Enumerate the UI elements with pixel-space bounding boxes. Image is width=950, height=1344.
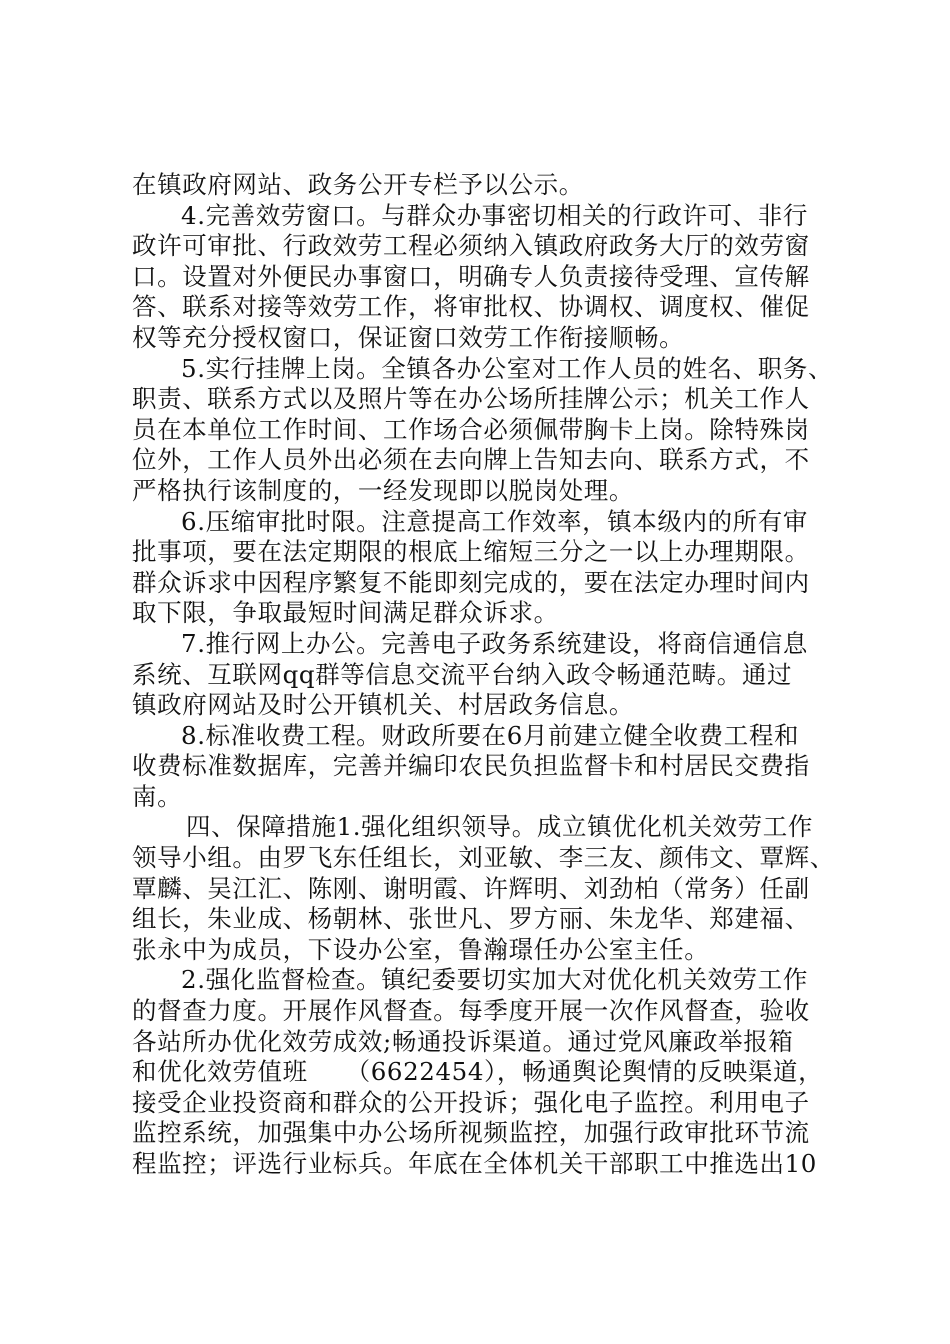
text-line: 系统、互联网qq群等信息交流平台纳入政令畅通范畴。通过 — [132, 659, 793, 689]
text-line: 批事项，要在法定期限的根底上缩短三分之一以上办理期限。 — [132, 537, 810, 567]
text-line: 4.完善效劳窗口。与群众办事密切相关的行政许可、非行 — [181, 200, 808, 230]
text-line: 5.实行挂牌上岗。全镇各办公室对工作人员的姓名、职务、 — [181, 353, 834, 383]
text-line: 收费标准数据库，完善并编印农民负担监督卡和村居民交费指 — [132, 751, 810, 781]
text-line: 接受企业投资商和群众的公开投诉；强化电子监控。利用电子 — [132, 1087, 810, 1117]
text-line: 员在本单位工作时间、工作场合必须佩带胸卡上岗。除特殊岗 — [132, 414, 810, 444]
text-line: 镇政府网站及时公开镇机关、村居政务信息。 — [132, 690, 634, 720]
text-line: 职责、联系方式以及照片等在办公场所挂牌公示；机关工作人 — [132, 384, 810, 414]
text-line: 和优化效劳值班 （6622454），畅通舆论舆情的反映渠道， — [132, 1057, 824, 1087]
text-line: 8.标准收费工程。财政所要在6月前建立健全收费工程和 — [181, 720, 800, 750]
text-line: 答、联系对接等效劳工作，将审批权、协调权、调度权、催促 — [132, 292, 810, 322]
text-line: 2.强化监督检查。镇纪委要切实加大对优化机关效劳工作 — [181, 965, 808, 995]
text-line: 7.推行网上办公。完善电子政务系统建设，将商信通信息 — [181, 628, 808, 658]
text-line: 各站所办优化效劳成效;畅通投诉渠道。通过党风廉政举报箱 — [132, 1026, 794, 1056]
text-line: 四、保障措施1.强化组织领导。成立镇优化机关效劳工作 — [186, 812, 813, 842]
text-line: 严格执行该制度的，一经发现即以脱岗处理。 — [132, 475, 634, 505]
text-line: 口。设置对外便民办事窗口，明确专人负责接待受理、宣传解 — [132, 261, 810, 291]
text-line: 监控系统，加强集中办公场所视频监控，加强行政审批环节流 — [132, 1118, 810, 1148]
text-line: 领导小组。由罗飞东任组长，刘亚敏、李三友、颜伟文、覃辉、 — [132, 843, 835, 873]
text-line: 程监控；评选行业标兵。年底在全体机关干部职工中推选出10 — [132, 1149, 817, 1178]
text-line: 组长，朱业成、杨朝林、张世凡、罗方丽、朱龙华、郑建福、 — [132, 904, 810, 934]
text-line: 张永中为成员，下设办公室，鲁瀚璟任办公室主任。 — [132, 934, 710, 964]
text-line: 权等充分授权窗口，保证窗口效劳工作衔接顺畅。 — [132, 322, 685, 352]
text-line: 在镇政府网站、政务公开专栏予以公示。 — [132, 170, 584, 199]
document-body — [132, 170, 835, 1180]
text-line: 取下限，争取最短时间满足群众诉求。 — [132, 598, 559, 628]
text-line: 6.压缩审批时限。注意提高工作效率，镇本级内的所有审 — [181, 506, 808, 536]
text-line: 政许可审批、行政效劳工程必须纳入镇政府政务大厅的效劳窗 — [132, 231, 810, 261]
text-line: 位外，工作人员外出必须在去向牌上告知去向、联系方式，不 — [132, 445, 810, 475]
text-line: 的督查力度。开展作风督查。每季度开展一次作风督查，验收 — [132, 996, 810, 1026]
text-line: 覃麟、吴江汇、陈刚、谢明霞、许辉明、刘劲柏（常务）任副 — [132, 873, 810, 903]
text-line: 群众诉求中因程序繁复不能即刻完成的，要在法定办理时间内 — [132, 567, 810, 597]
text-line: 南。 — [132, 781, 183, 811]
